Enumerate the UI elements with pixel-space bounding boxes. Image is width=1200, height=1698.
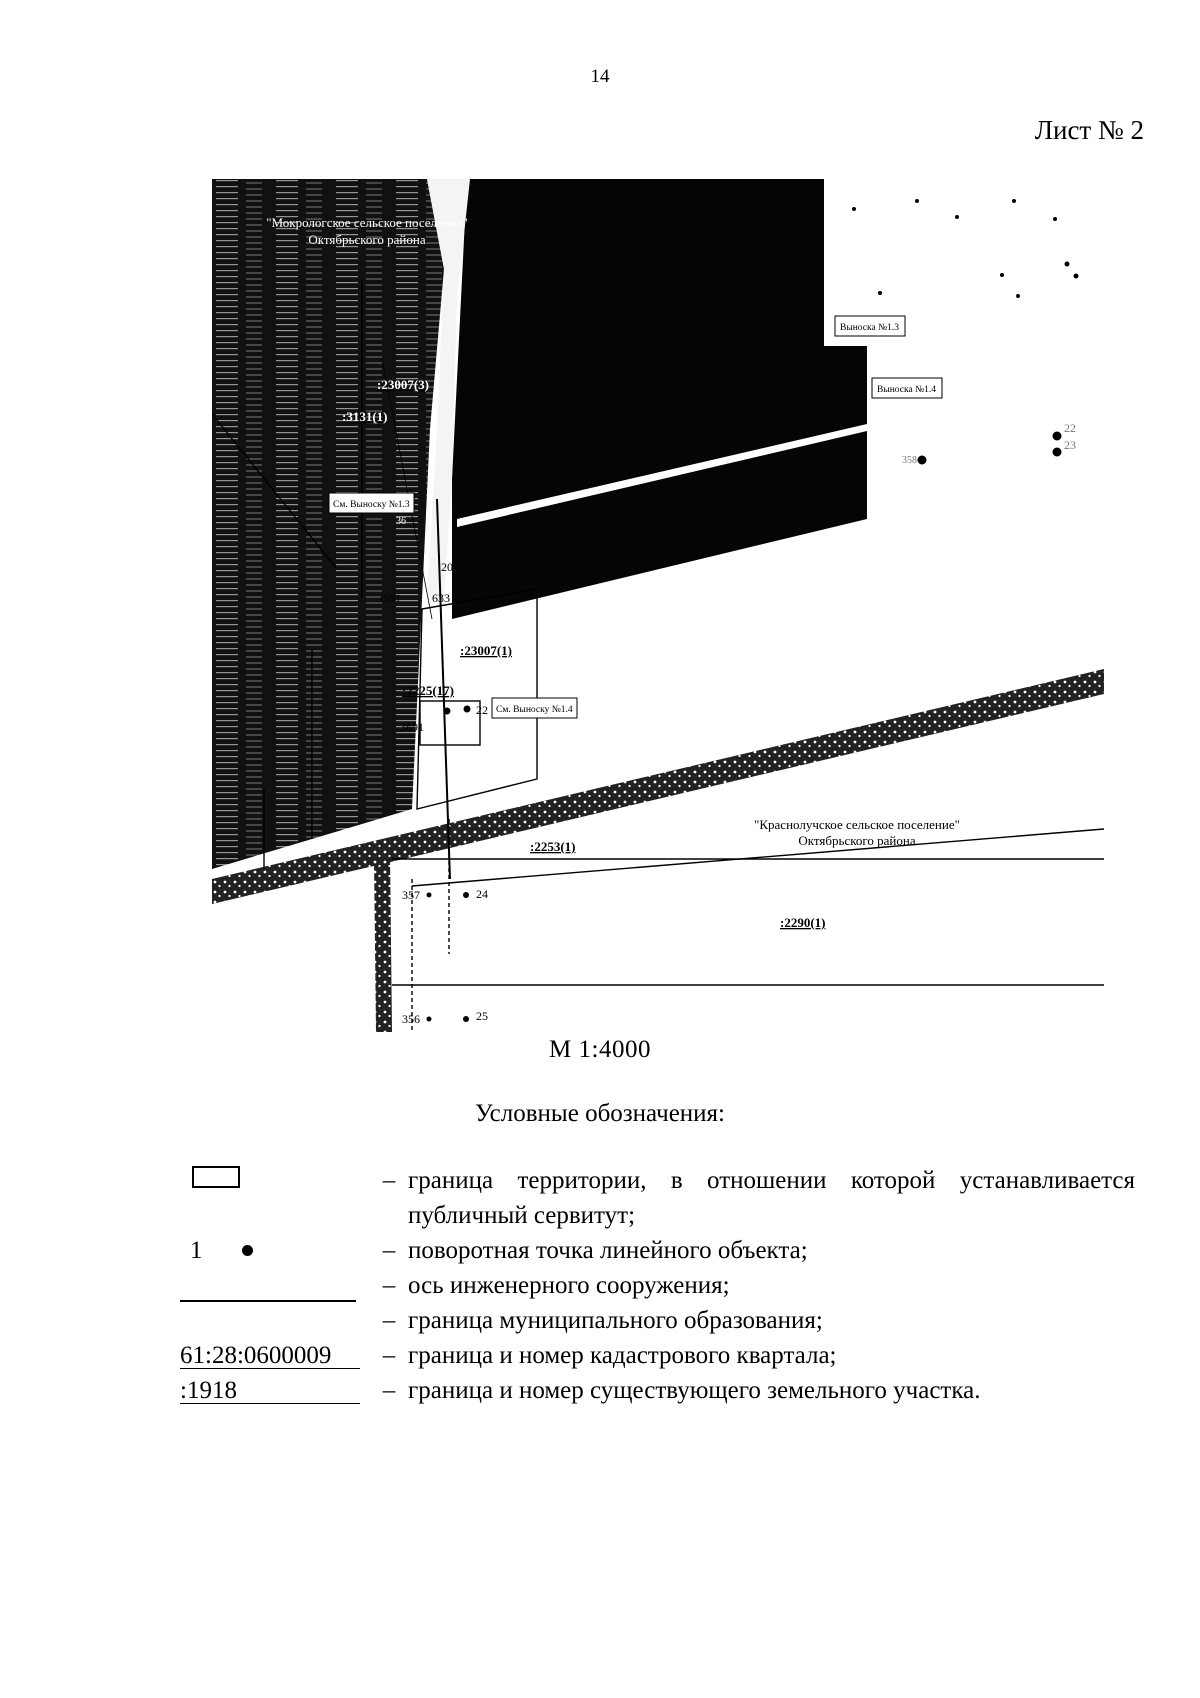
legend-dash: –	[382, 1307, 396, 1334]
legend-symbol-quarter	[180, 1338, 370, 1373]
legend	[180, 1163, 1135, 1408]
point-label-22b: 22	[1064, 421, 1076, 435]
underline-mark	[180, 1368, 360, 1369]
parcel-label-23007-3: :23007(3)	[377, 377, 429, 392]
legend-desc: граница и номер кадастрового квартала;	[408, 1342, 837, 1369]
point-label-357: 357	[402, 888, 420, 902]
cadastral-quarter-number: 61:28:0600009	[180, 1342, 332, 1369]
legend-desc: граница муниципального образования;	[408, 1307, 823, 1334]
page-number: 14	[590, 66, 610, 87]
settlement-north-line1: "Мокрологское сельское поселение"	[266, 215, 468, 230]
legend-item-parcel	[180, 1373, 1135, 1408]
legend-dash: –	[382, 1167, 396, 1194]
point-label-25: 25	[476, 1009, 488, 1023]
point-label-36: 36	[396, 516, 406, 527]
legend-dash: –	[382, 1342, 396, 1369]
sheet-title: Лист № 2	[1034, 115, 1144, 145]
dark-terrain-left	[212, 179, 444, 869]
cadastral-map[interactable]	[212, 179, 1104, 1032]
legend-symbol-line	[180, 1303, 370, 1338]
point-label-358: 358	[902, 455, 917, 466]
parcel-label-3591: 3591	[377, 591, 401, 605]
legend-dash: –	[382, 1237, 396, 1264]
legend-desc: ось инженерного сооружения;	[408, 1272, 730, 1299]
legend-symbol-rectangle	[180, 1163, 370, 1198]
legend-desc: поворотная точка линейного объекта;	[408, 1237, 808, 1264]
legend-desc: граница территории, в отношении которой устанавливается публичный сервитут;	[408, 1167, 1135, 1229]
parcel-label-2225: :2225(17)	[402, 683, 454, 698]
parcel-label-633: 633	[432, 591, 450, 605]
parcel-label-3131: :3131(1)	[342, 409, 388, 424]
legend-symbol-parcel	[180, 1373, 370, 1408]
callout-see-13: См. Выноску №1.3	[333, 500, 410, 510]
legend-symbol-axis	[180, 1268, 370, 1303]
point-label-24: 24	[476, 887, 488, 901]
legend-item-structure-axis	[180, 1268, 1135, 1303]
parcel-number: :1918	[180, 1377, 237, 1404]
legend-item-municipal-boundary	[180, 1303, 1135, 1338]
legend-point-number: 1	[190, 1237, 203, 1264]
settlement-north-line2: Октябрьского района	[308, 232, 426, 247]
underline-mark	[180, 1403, 360, 1404]
callout-vynoska-13: Выноска №1.3	[840, 323, 900, 333]
callout-vynoska-14: Выноска №1.4	[877, 385, 937, 395]
roadside-verge	[374, 856, 392, 1032]
callout-see-14: См. Выноску №1.4	[496, 705, 573, 715]
legend-dash: –	[382, 1377, 396, 1404]
point-label-20: 20	[441, 560, 453, 574]
point-label-356: 356	[402, 1012, 420, 1026]
turning-point-icon	[242, 1245, 253, 1256]
legend-item-servitude-boundary	[180, 1163, 1135, 1233]
legend-title: Условные обозначения:	[474, 1100, 726, 1127]
legend-item-turning-point	[180, 1233, 1135, 1268]
parcel-label-2253: :2253(1)	[530, 839, 576, 854]
parcel-label-2290: :2290(1)	[780, 915, 826, 930]
legend-dash: –	[382, 1272, 396, 1299]
settlement-south-line2: Октябрьского района	[798, 833, 916, 848]
settlement-south-line1: "Краснолучское сельское поселение"	[754, 817, 960, 832]
point-label-22: 22	[476, 703, 488, 717]
legend-symbol-point	[180, 1233, 370, 1268]
point-label-23: 23	[1064, 438, 1076, 452]
dark-field-right	[452, 179, 867, 619]
parcel-label-23007-1: :23007(1)	[460, 643, 512, 658]
map-scale: М 1:4000	[549, 1036, 651, 1063]
legend-item-cadastral-quarter	[180, 1338, 1135, 1373]
legend-desc: граница и номер существующего земельного участка.	[408, 1377, 981, 1404]
parcel-label-3691: 3691	[400, 720, 424, 734]
